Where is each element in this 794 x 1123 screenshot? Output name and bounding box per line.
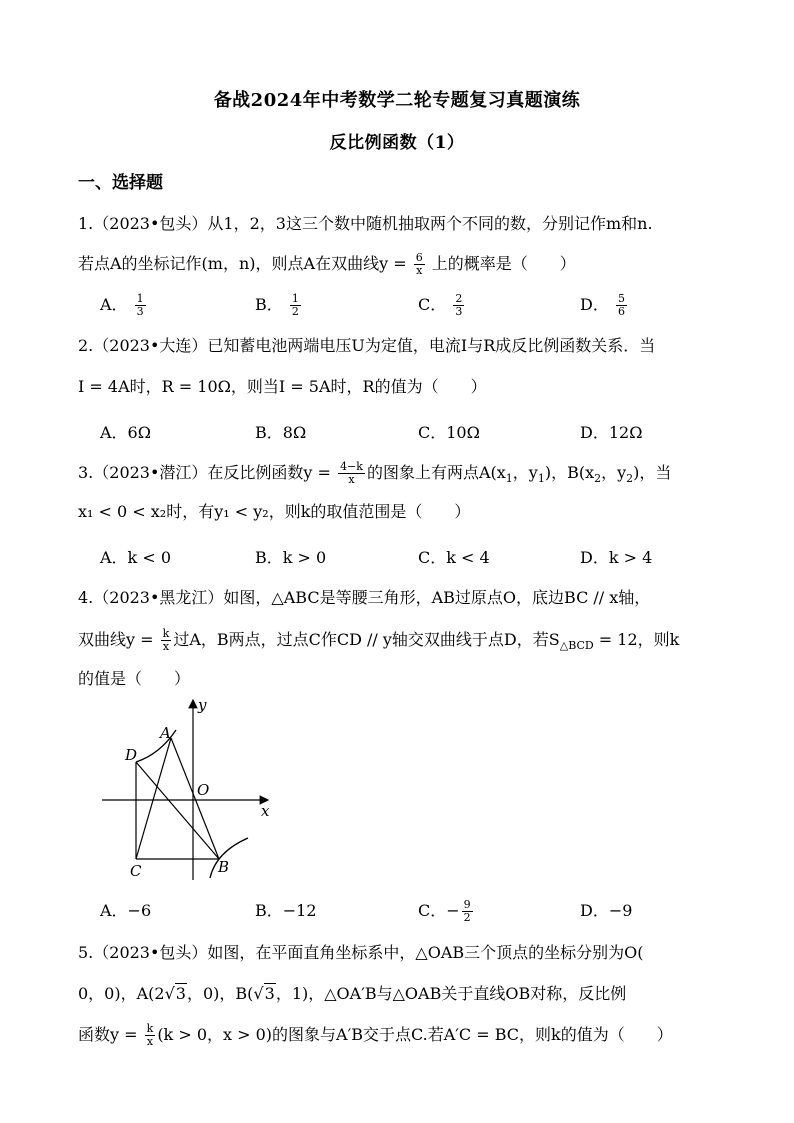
question-3-text-d: )，B(x [544, 463, 595, 482]
question-4-text-d: = 12，则k [593, 630, 680, 649]
option-c[interactable]: C．10Ω [418, 423, 480, 442]
fraction-numerator: k [146, 1022, 154, 1035]
segment-ab [171, 738, 219, 859]
fraction-numerator: k [162, 627, 170, 640]
fraction-denominator: 6 [617, 305, 625, 318]
fraction-denominator: x [162, 640, 170, 653]
label-a: A [160, 724, 171, 742]
option-d[interactable]: D．12Ω [580, 423, 643, 442]
fraction [290, 293, 301, 318]
question-5-line-2 [78, 983, 754, 1005]
option-label: C．− [418, 901, 460, 920]
option-c[interactable]: C．k < 4 [418, 548, 490, 567]
fraction [453, 293, 464, 318]
label-c: C [130, 862, 142, 880]
subscript: 2 [626, 472, 634, 486]
option-b[interactable] [255, 292, 303, 318]
subscript: △BCD [559, 639, 594, 653]
label-d: D [125, 746, 138, 764]
label-x: x [261, 802, 270, 820]
question-1-line-2 [78, 252, 754, 277]
label-o: O [197, 781, 210, 799]
question-5-line-3 [78, 1023, 754, 1048]
question-3-line-2: x₁ < 0 < x₂时，有y₁ < y₂，则k的取值范围是（ ） [78, 502, 471, 521]
question-3-text-c: ，y [512, 463, 538, 482]
fraction-denominator: 3 [136, 305, 144, 318]
question-5-line-1: 5.（2023•包头）如图，在平面直角坐标系中，△OAB三个顶点的坐标分别为O( [78, 943, 644, 962]
fraction-numerator: 9 [463, 898, 471, 911]
question-5-text-c: ，1)，△OA′B与△OAB关于直线OB对称，反比例 [275, 984, 627, 1003]
fraction [462, 899, 473, 924]
section-title: 一、选择题 [78, 173, 163, 193]
label-b: B [218, 858, 230, 876]
question-5-text-d: 函数y = [78, 1025, 138, 1044]
subscript: 1 [537, 472, 545, 486]
option-a[interactable]: A．6Ω [100, 423, 152, 442]
option-d[interactable]: D．k > 4 [580, 548, 653, 567]
fraction-numerator: 2 [455, 292, 463, 305]
fraction-denominator: 2 [291, 305, 299, 318]
document-subtitle: 反比例函数（1） [329, 133, 465, 153]
fraction [135, 293, 146, 318]
option-a[interactable]: A．k < 0 [100, 548, 172, 567]
fraction-denominator: x [348, 473, 355, 486]
question-5-text-e: (k > 0，x > 0)的图象与A′B交于点C.若A′C = BC，则k的值为（ ） [157, 1025, 673, 1044]
fraction [161, 628, 172, 653]
fraction-numerator: 1 [291, 292, 299, 305]
option-label: C． [418, 295, 447, 314]
segment-db [136, 762, 219, 859]
question-4-line-3: 的值是（ ） [78, 669, 191, 688]
fraction-denominator: x [416, 264, 423, 277]
option-c[interactable] [418, 898, 475, 924]
question-5-text-a: 0，0)，A(2 [78, 984, 165, 1003]
question-1-text-a: 若点A的坐标记作(m，n)，则点A在双曲线y = [78, 254, 407, 273]
question-3-text-f: )，当 [633, 463, 672, 482]
question-3-text-b: 的图象上有两点A(x [366, 463, 506, 482]
question-4-figure [98, 694, 278, 886]
option-label: B． [255, 295, 283, 314]
fraction-numerator: 5 [617, 292, 625, 305]
label-y: y [198, 696, 207, 714]
question-1-text-b: 上的概率是（ ） [431, 254, 576, 273]
segment-ac [136, 738, 171, 859]
question-4-text-b: 过A，B两点，过点C作CD // y轴交双曲线于点D，若S [173, 630, 560, 649]
option-b[interactable]: B．8Ω [255, 423, 307, 442]
question-4-line-1: 4.（2023•黑龙江）如图，△ABC是等腰三角形，AB过原点O，底边BC // x轴， [78, 588, 651, 607]
fraction [616, 293, 627, 318]
question-3-text-e: ，y [601, 463, 627, 482]
question-3-line-1 [78, 461, 754, 490]
fraction [414, 252, 425, 277]
question-2-line-2: I = 4A时，R = 10Ω，则当I = 5A时，R的值为（ ） [78, 377, 487, 396]
option-d[interactable]: D．−9 [580, 901, 633, 920]
option-label: A． [100, 295, 128, 314]
fraction-numerator: 4−k [340, 460, 363, 473]
subscript: 1 [505, 472, 513, 486]
option-label: D． [580, 295, 609, 314]
fraction-numerator: 1 [136, 292, 144, 305]
question-2-line-1: 2.（2023•大连）已知蓄电池两端电压U为定值，电流I与R成反比例函数关系．当 [78, 336, 656, 355]
document-title: 备战2024年中考数学二轮专题复习真题演练 [213, 90, 581, 111]
option-d[interactable] [580, 292, 629, 318]
question-3-text-a: 3.（2023•潜江）在反比例函数y = [78, 463, 331, 482]
fraction [145, 1023, 156, 1048]
option-b[interactable]: B．k > 0 [255, 548, 327, 567]
option-a[interactable] [100, 292, 148, 318]
question-1-line-1: 1.（2023•包头）从1，2，3这三个数中随机抽取两个不同的数，分别记作m和n. [78, 214, 653, 233]
sqrt-symbol: √ [253, 984, 264, 1003]
question-5-text-b: ，0)，B( [186, 984, 254, 1003]
fraction-numerator: 6 [415, 251, 423, 264]
subscript: 2 [594, 472, 602, 486]
sqrt-radicand: 3 [175, 984, 186, 1003]
fraction-denominator: 3 [455, 305, 463, 318]
sqrt-symbol: √ [164, 984, 175, 1003]
question-4-line-2 [78, 628, 754, 657]
sqrt-radicand: 3 [264, 984, 275, 1003]
fraction-denominator: 2 [463, 911, 471, 924]
fraction-denominator: x [146, 1035, 154, 1048]
fraction [338, 461, 365, 486]
option-a[interactable]: A．−6 [100, 901, 152, 920]
option-c[interactable] [418, 292, 466, 318]
option-b[interactable]: B．−12 [255, 901, 317, 920]
coordinate-figure [98, 694, 278, 886]
question-4-text-a: 双曲线y = [78, 630, 154, 649]
